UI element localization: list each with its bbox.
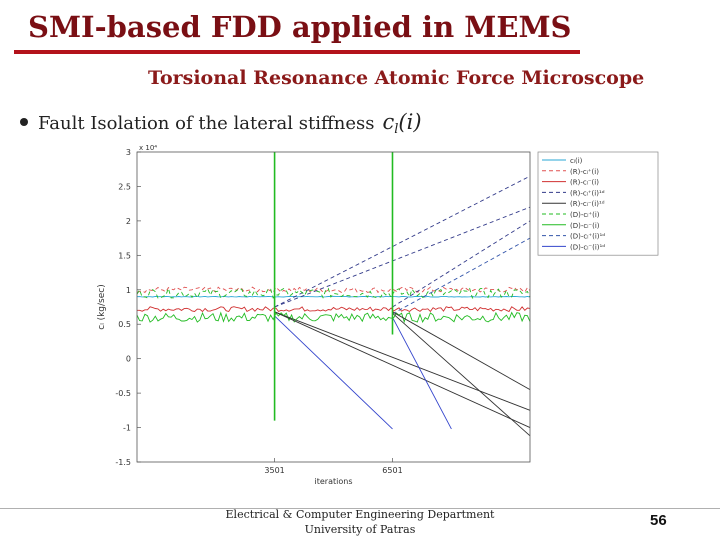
series-line-4 [275, 312, 530, 411]
stiffness-chart [90, 140, 670, 486]
math-subscript: l [394, 122, 399, 137]
chart-legend [538, 152, 658, 255]
series-line-7 [392, 238, 530, 314]
slide-title: SMI-based FDD applied in MEMS [28, 10, 572, 44]
x-axis-label: iterations [314, 477, 353, 486]
legend-label: (R)-cₗ⁺(i)¹ᵈ [570, 189, 605, 198]
y-tick-label: -0.5 [115, 389, 131, 399]
footer-university: University of Patras [304, 523, 416, 536]
y-tick-label: 0 [125, 354, 131, 364]
y-tick-label: 3 [125, 148, 131, 157]
bullet-item [20, 110, 422, 137]
legend-label: (D)-cₗ⁺(i) [570, 211, 600, 219]
plot-area [137, 152, 530, 436]
extra-line-2 [275, 312, 530, 428]
y-tick-label: 2 [125, 216, 131, 226]
series-line-8 [275, 316, 393, 429]
extra-line-5 [392, 317, 451, 429]
y-tick-label: -1.5 [115, 458, 131, 467]
legend-label: (R)-cₗ⁻(i)¹ᵈ [570, 200, 605, 209]
y-tick-label: 1.5 [118, 251, 131, 261]
legend-label: (R)-cₗ⁻(i) [570, 178, 599, 187]
page-number: 56 [650, 512, 667, 529]
title-underline [14, 50, 580, 54]
series-line-6 [137, 313, 530, 323]
y-tick-label: 0.5 [118, 320, 131, 330]
bullet-dot-icon [20, 118, 28, 126]
math-symbol: c [382, 110, 395, 134]
x-tick-label: 6501 [382, 466, 403, 475]
legend-label: cₗ(i) [570, 157, 583, 165]
legend-label: (R)-cₗ⁺(i) [570, 167, 599, 176]
chart-axes [97, 144, 530, 486]
slide-subtitle: Torsional Resonance Atomic Force Microscope [148, 67, 645, 89]
math-expression [382, 110, 422, 137]
math-argument: (i) [398, 110, 422, 134]
y-multiplier: x 10⁴ [139, 144, 158, 152]
legend-label: (D)-cₗ⁺(i)¹ᵈ [570, 232, 606, 241]
y-tick-label: 1 [125, 285, 131, 295]
series-line-1 [137, 287, 530, 292]
legend-label: (D)-cₗ⁻(i)¹ᵈ [570, 243, 606, 252]
series-line-2 [137, 307, 530, 312]
y-axis-label: cₗ (kg/sec) [97, 284, 107, 330]
y-tick-label: -1 [123, 423, 131, 433]
bullet-text: Fault Isolation of the lateral stiffness [38, 113, 375, 134]
extra-line-3 [392, 312, 530, 390]
footer-department: Electrical & Computer Engineering Department [225, 508, 495, 521]
y-tick-label: 2.5 [118, 182, 131, 192]
extra-line-1 [392, 221, 530, 307]
x-tick-label: 3501 [264, 466, 285, 475]
legend-label: (D)-cₗ⁻(i) [570, 221, 600, 230]
